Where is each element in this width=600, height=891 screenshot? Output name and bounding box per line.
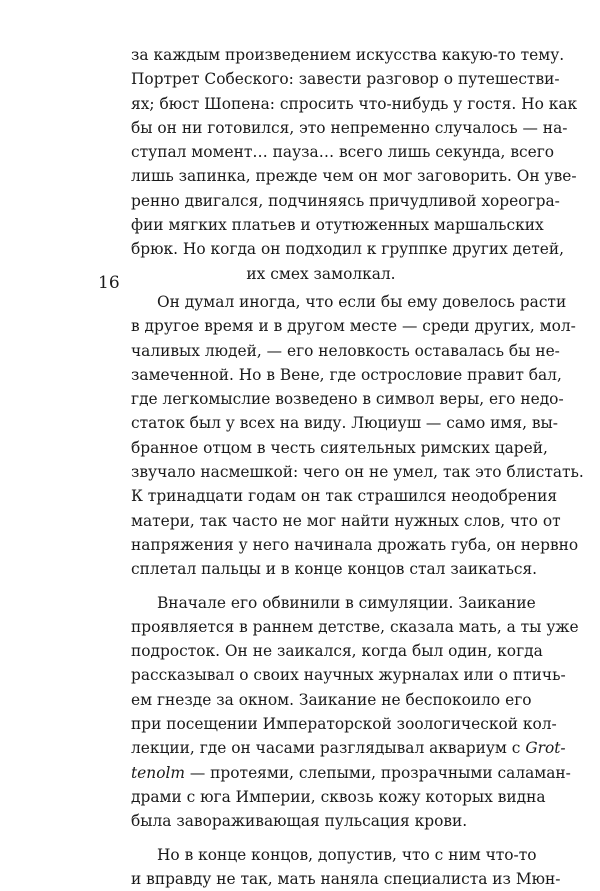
text-line [131,736,511,760]
paragraph-1 [131,43,511,286]
page-number: 16 [98,271,120,295]
text-line: Но в конце концов, допустив, что с ним что-то [131,843,511,867]
text-line: бы он ни готовился, это непременно случалось — на- [131,116,511,140]
text-line: ренно двигался, подчиняясь причудливой хореогра- [131,189,511,213]
body-text [131,43,511,891]
text-line: за каждым произведением искусства какую-то тему. [131,43,511,67]
text-line: статок был у всех на виду. Люциуш — само имя, вы- [131,411,511,435]
text-line: бранное отцом в честь сиятельных римских царей, [131,436,511,460]
text-line: брюк. Но когда он подходил к группке других детей, [131,237,511,261]
text-line: Он думал иногда, что если бы ему довелось расти [131,290,511,314]
text-line: К тринадцати годам он так страшился неодобрения [131,484,511,508]
italic-term: tenolm [131,764,185,782]
text-line: рассказывал о своих научных журналах или о птичь- [131,663,511,687]
paragraph-3 [131,591,511,834]
text-line [131,761,511,785]
text-line: подросток. Он не заикался, когда был один, когда [131,639,511,663]
text-line: фии мягких платьев и отутюженных маршальских [131,213,511,237]
text-line: Портрет Собеского: завести разговор о путешестви- [131,67,511,91]
text-line: и вправду не так, мать наняла специалиста из Мюн- [131,867,511,891]
paragraph-4 [131,843,511,891]
text-line: напряжения у него начинала дрожать губа, он нервно [131,533,511,557]
text-line: сплетал пальцы и в конце концов стал заикаться. [131,557,511,581]
text-line: проявляется в раннем детстве, сказала мать, а ты уже [131,615,511,639]
text-line: звучало насмешкой: чего он не умел, так это блистать. [131,460,511,484]
text-line: была завораживающая пульсация крови. [131,809,511,833]
text-line: где легкомыслие возведено в символ веры, его недо- [131,387,511,411]
text-line: драми с юга Империи, сквозь кожу которых видна [131,785,511,809]
text-line: их смех замолкал. [131,262,511,286]
paragraph-2 [131,290,511,582]
italic-term: Grot- [525,739,565,757]
text-line: лишь запинка, прежде чем он мог заговорить. Он уве- [131,164,511,188]
text-fragment: — протеями, слепыми, прозрачными саламан- [185,764,571,782]
text-line: ях; бюст Шопена: спросить что-нибудь у гостя. Но как [131,92,511,116]
text-line: замеченной. Но в Вене, где острословие правит бал, [131,363,511,387]
text-line: ступал момент… пауза… всего лишь секунда, всего [131,140,511,164]
text-line: в другое время и в другом месте — среди других, мол- [131,314,511,338]
text-line: матери, так часто не мог найти нужных слов, что от [131,509,511,533]
text-fragment: лекции, где он часами разглядывал аквариум с [131,739,525,757]
text-line: Вначале его обвинили в симуляции. Заикание [131,591,511,615]
text-line: при посещении Императорской зоологической кол- [131,712,511,736]
text-line: чаливых людей, — его неловкость оставалась бы не- [131,339,511,363]
text-line: ем гнезде за окном. Заикание не беспокоило его [131,688,511,712]
